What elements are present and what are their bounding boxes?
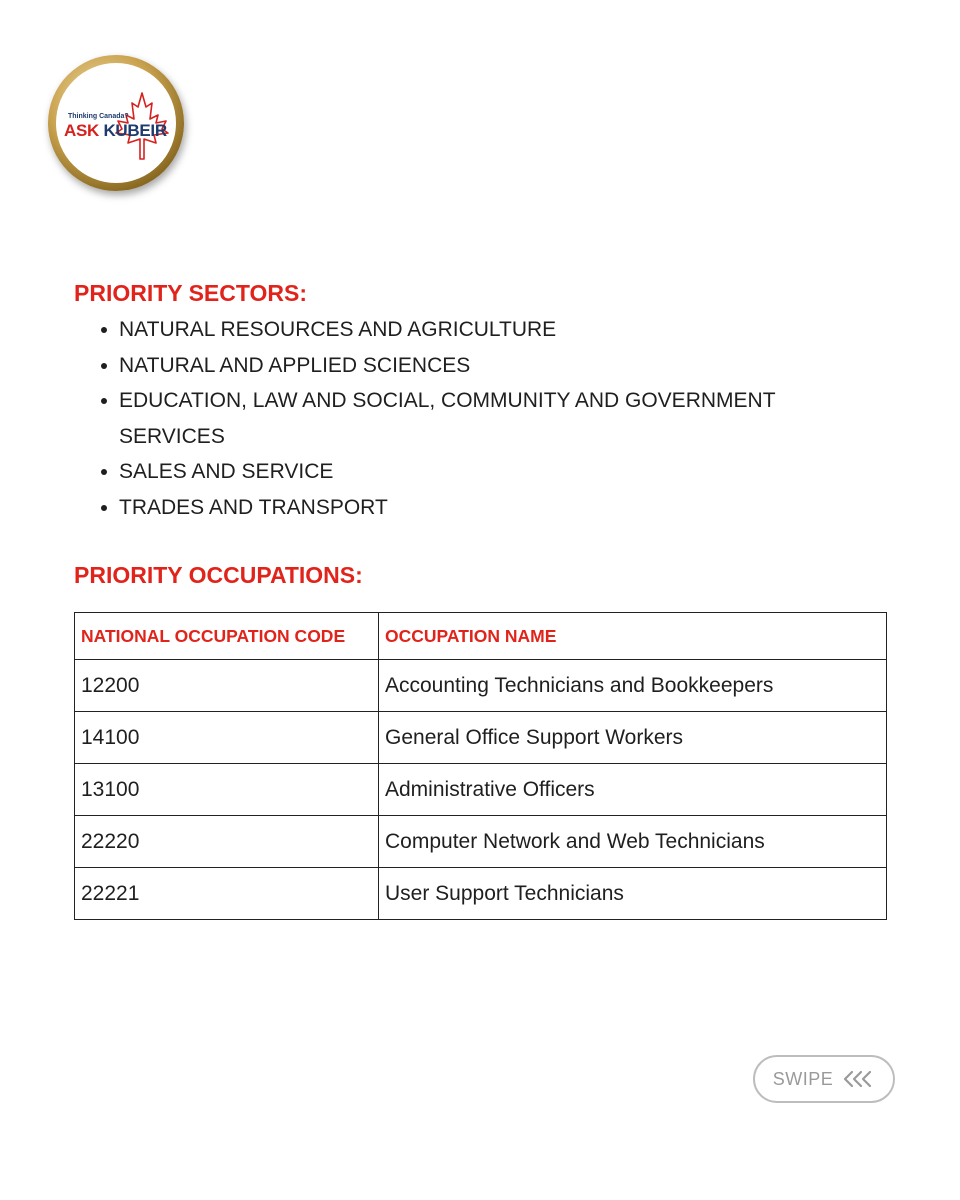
occupation-code-cell: 12200 [75,660,379,712]
sector-item: SALES AND SERVICE [74,454,854,490]
sector-item: EDUCATION, LAW AND SOCIAL, COMMUNITY AND GOVERNMENT SERVICES [74,383,854,454]
occupation-code-cell: 22220 [75,816,379,868]
column-header-code: NATIONAL OCCUPATION CODE [75,613,379,660]
logo-face [56,63,176,183]
occupation-name-cell: User Support Technicians [379,868,887,920]
logo-wordmark-ask: ASK [64,121,99,140]
ask-kubeir-logo [48,55,184,191]
column-header-name: OCCUPATION NAME [379,613,887,660]
table-row [75,764,887,816]
sector-item: NATURAL AND APPLIED SCIENCES [74,348,854,384]
occupation-code-cell: 14100 [75,712,379,764]
occupation-code-cell: 13100 [75,764,379,816]
triple-chevron-left-icon [843,1070,875,1088]
sector-item: NATURAL RESOURCES AND AGRICULTURE [74,312,854,348]
table-row [75,660,887,712]
table-row [75,712,887,764]
occupation-name-cell: Computer Network and Web Technicians [379,816,887,868]
priority-sectors-heading: PRIORITY SECTORS: [74,280,308,306]
occupation-name-cell: Administrative Officers [379,764,887,816]
priority-sectors-list [74,312,854,525]
table-row [75,868,887,920]
table-row [75,816,887,868]
logo-wordmark-kubeir: KUBEIR [103,121,167,140]
occupation-name-cell: Accounting Technicians and Bookkeepers [379,660,887,712]
occupations-table [74,612,887,920]
occupation-code-cell: 22221 [75,868,379,920]
logo-wordmark [64,121,167,141]
occupation-name-cell: General Office Support Workers [379,712,887,764]
logo-tagline: Thinking Canada? [68,113,129,120]
priority-occupations-heading: PRIORITY OCCUPATIONS: [74,562,363,588]
sector-item: TRADES AND TRANSPORT [74,490,854,526]
table-header-row [75,613,887,660]
swipe-button[interactable] [753,1055,895,1103]
swipe-label: SWIPE [772,1068,834,1089]
